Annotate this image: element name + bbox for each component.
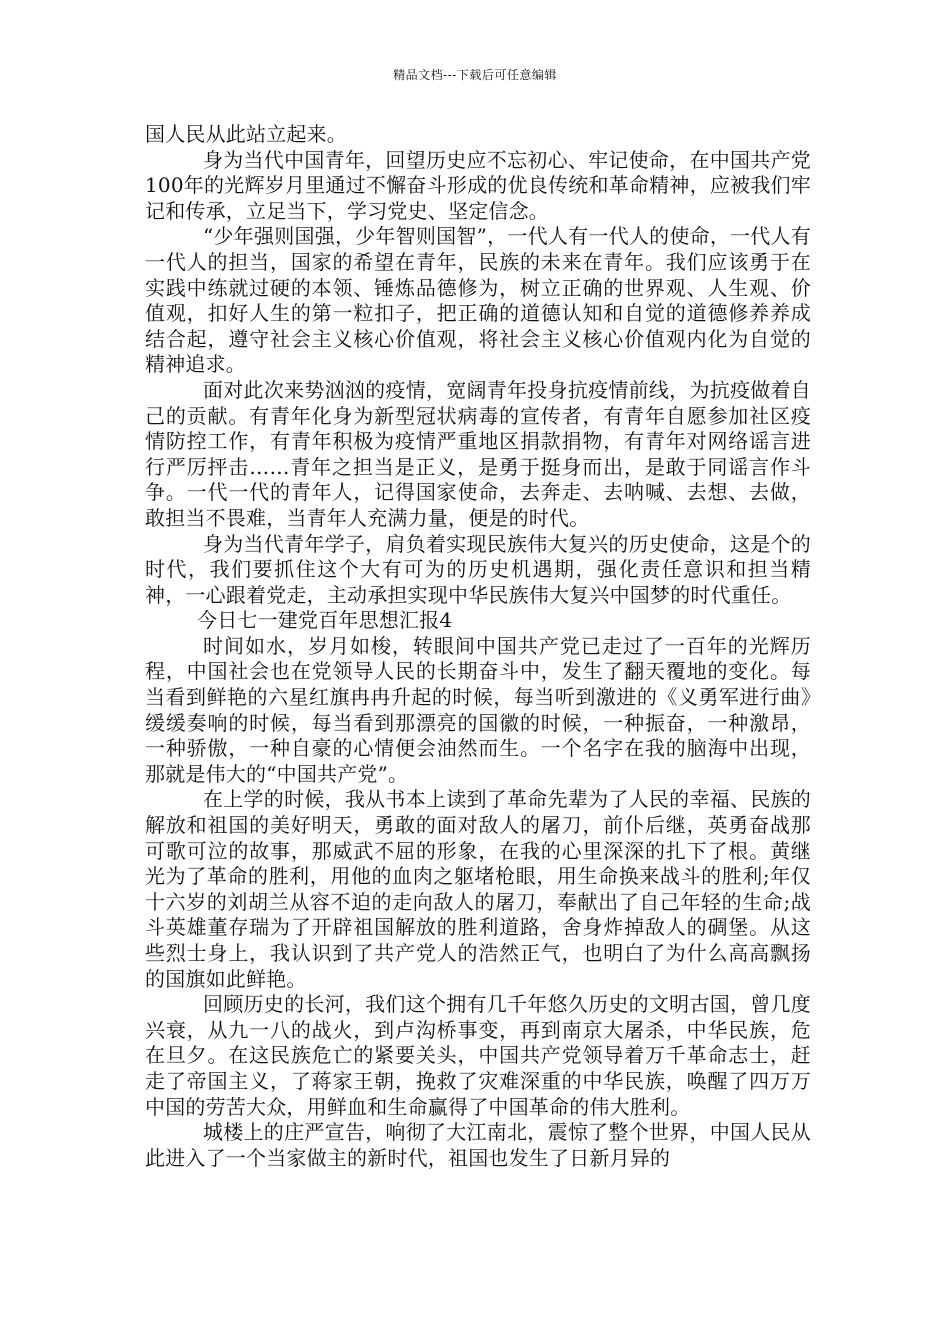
paragraph-2: 身为当代中国青年，回望历史应不忘初心、牢记使命，在中国共产党100年的光辉岁月里通过不懈奋斗形成的优良传统和革命精神，应被我们牢记和传承，立足当下，学习党史、坚定信念。: [145, 147, 811, 223]
section-heading: 今日七一建党百年思想汇报4: [197, 608, 453, 633]
paragraph-5: 身为当代青年学子，肩负着实现民族伟大复兴的历史使命，这是个的时代，我们要抓住这个大有可为的历史机遇期，强化责任意识和担当精神，一心跟着党走，主动承担实现中华民族伟大复兴中国梦的时代重任。: [145, 531, 811, 607]
paragraph-4: 面对此次来势汹汹的疫情，宽阔青年投身抗疫情前线，为抗疫做着自己的贡献。有青年化身为新型冠状病毒的宣传者，有青年自愿参加社区疫情防控工作，有青年积极为疫情严重地区捐款捐物，有青年对网络谣言进行严厉抨击……青年之担当是正义，是勇于挺身而出，是敢于同谣言作斗争。一代一代的青年人，记得国家使命，去奔走、去呐喊、去想、去做，敢担当不畏难，当青年人充满力量，便是的时代。: [145, 377, 811, 530]
page-header: 精品文档---下载后可任意编辑: [393, 68, 557, 82]
paragraph-1: 国人民从此站立起来。: [145, 122, 347, 146]
paragraph-8: 回顾历史的长河，我们这个拥有几千年悠久历史的文明古国，曾几度兴衰，从九一八的战火，到卢沟桥事变，再到南京大屠杀，中华民族，危在旦夕。在这民族危亡的紧要关头，中国共产党领导着万千革命志士，赶走了帝国主义，了蒋家王朝，挽救了灾难深重的中华民族，唤醒了四万万中国的劳苦大众，用鲜血和生命赢得了中国革命的伟大胜利。: [145, 992, 811, 1119]
document-body: [145, 122, 811, 1171]
paragraph-3: “少年强则国强，少年智则国智”，一代人有一代人的使命，一代人有一代人的担当，国家的希望在青年，民族的未来在青年。我们应该勇于在实践中练就过硬的本领、锤炼品德修为，树立正确的世界观、人生观、价值观，扣好人生的第一粒扣子，把正确的道德认知和自觉的道德修养养成结合起，遵守社会主义核心价值观，将社会主义核心价值观内化为自觉的精神追求。: [145, 224, 811, 377]
paragraph-6: 时间如水，岁月如梭，转眼间中国共产党已走过了一百年的光辉历程，中国社会也在党领导人民的长期奋斗中，发生了翻天覆地的变化。每当看到鲜艳的六星红旗冉冉升起的时候，每当听到激进的《义勇军进行曲》缓缓奏响的时候，每当看到那漂亮的国徽的时候，一种振奋，一种激昂，一种骄傲，一种自豪的心情便会油然而生。一个名字在我的脑海中出现，那就是伟大的“中国共产党”。: [145, 633, 811, 786]
paragraph-7: 在上学的时候，我从书本上读到了革命先辈为了人民的幸福、民族的解放和祖国的美好明天，勇敢的面对敌人的屠刀，前仆后继，英勇奋战那可歌可泣的故事，那威武不屈的形象，在我的心里深深的扎下了根。黄继光为了革命的胜利，用他的血肉之躯堵枪眼，用生命换来战斗的胜利;年仅十六岁的刘胡兰从容不迫的走向敌人的屠刀，奉献出了自己年轻的生命;战斗英雄董存瑞为了开辟祖国解放的胜利道路，舍身炸掉敌人的碉堡。从这些烈士身上，我认识到了共产党人的浩然正气，也明白了为什么高高飘扬的国旗如此鲜艳。: [145, 787, 811, 991]
paragraph-9: 城楼上的庄严宣告，响彻了大江南北，震惊了整个世界，中国人民从此进入了一个当家做主的新时代，祖国也发生了日新月异的: [145, 1120, 811, 1170]
